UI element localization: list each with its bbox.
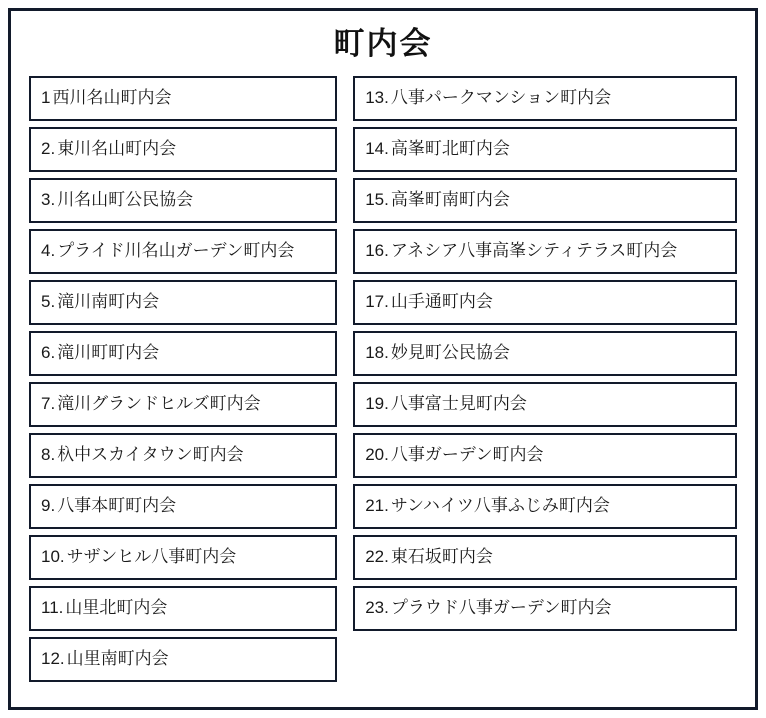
list-item-label: 東石坂町内会 (390, 547, 493, 567)
list-item-number: 21. (365, 496, 389, 516)
list-item-number: 15. (365, 190, 389, 210)
list-item-label: アネシア八事高峯シティテラス町内会 (390, 241, 678, 261)
list-item-number: 10. (41, 547, 65, 567)
list-item (29, 178, 337, 223)
list-item-label: 川名山町公民協会 (57, 190, 194, 210)
list-item-number: 3. (41, 190, 56, 210)
list-item-number: 23. (365, 598, 389, 618)
list-item (29, 535, 337, 580)
list-item-number: 5. (41, 292, 56, 312)
association-list-left-column (29, 76, 337, 682)
list-item-number: 11. (41, 598, 64, 618)
list-item (353, 127, 737, 172)
list-item-number: 2. (41, 139, 56, 159)
list-item-label: 山里南町内会 (66, 649, 169, 669)
list-item-number: 6. (41, 343, 56, 363)
list-item (353, 280, 737, 325)
list-item-number: 19. (365, 394, 389, 414)
list-item-label: 八事富士見町内会 (390, 394, 527, 414)
list-item (353, 484, 737, 529)
list-item-label: 山里北町内会 (65, 598, 168, 618)
list-item-number: 14. (365, 139, 389, 159)
list-item (29, 484, 337, 529)
list-item-number: 7. (41, 394, 56, 414)
list-item (353, 331, 737, 376)
list-item-label: 八事パークマンション町内会 (390, 88, 612, 108)
page-title: 町内会 (333, 26, 433, 61)
list-item (29, 586, 337, 631)
list-item-label: 杁中スカイタウン町内会 (57, 445, 244, 465)
list-item (353, 178, 737, 223)
list-item (29, 331, 337, 376)
list-item-number: 16. (365, 241, 389, 261)
list-item-number: 9. (41, 496, 56, 516)
list-item-label: 妙見町公民協会 (390, 343, 510, 363)
association-list (29, 76, 737, 693)
list-item-label: サンハイツ八事ふじみ町内会 (390, 496, 610, 516)
list-item (353, 535, 737, 580)
list-item-label: 山手通町内会 (390, 292, 493, 312)
list-item (353, 433, 737, 478)
list-item-number: 17. (365, 292, 389, 312)
list-item-label: 東川名山町内会 (57, 139, 177, 159)
list-item (29, 127, 337, 172)
list-item-label: 八事本町町内会 (57, 496, 177, 516)
list-item-number: 4. (41, 241, 56, 261)
list-item (29, 280, 337, 325)
list-item-label: 高峯町南町内会 (390, 190, 510, 210)
list-item-label: 滝川グランドヒルズ町内会 (57, 394, 261, 414)
list-item-number: 12. (41, 649, 65, 669)
list-item-label: プライド川名山ガーデン町内会 (57, 241, 295, 261)
list-item (29, 76, 337, 121)
list-item-label: 滝川南町内会 (57, 292, 160, 312)
list-item (353, 382, 737, 427)
list-item-number: 18. (365, 343, 389, 363)
list-item-number: 20. (365, 445, 389, 465)
list-item-label: 高峯町北町内会 (390, 139, 510, 159)
list-item-number: 1 (41, 88, 51, 108)
association-list-right-column (353, 76, 737, 631)
list-item (29, 433, 337, 478)
list-item-number: 8. (41, 445, 56, 465)
list-item-number: 22. (365, 547, 389, 567)
list-item-number: 13. (365, 88, 389, 108)
list-item (29, 382, 337, 427)
list-item-label: 八事ガーデン町内会 (390, 445, 544, 465)
list-item-label: プラウド八事ガーデン町内会 (390, 598, 612, 618)
list-item-label: 滝川町町内会 (57, 343, 160, 363)
list-item (353, 229, 737, 274)
list-item (29, 637, 337, 682)
list-item (353, 76, 737, 121)
document-frame (8, 8, 758, 710)
list-item (353, 586, 737, 631)
list-item-label: サザンヒル八事町内会 (66, 547, 237, 567)
list-item-label: 西川名山町内会 (52, 88, 172, 108)
list-item (29, 229, 337, 274)
